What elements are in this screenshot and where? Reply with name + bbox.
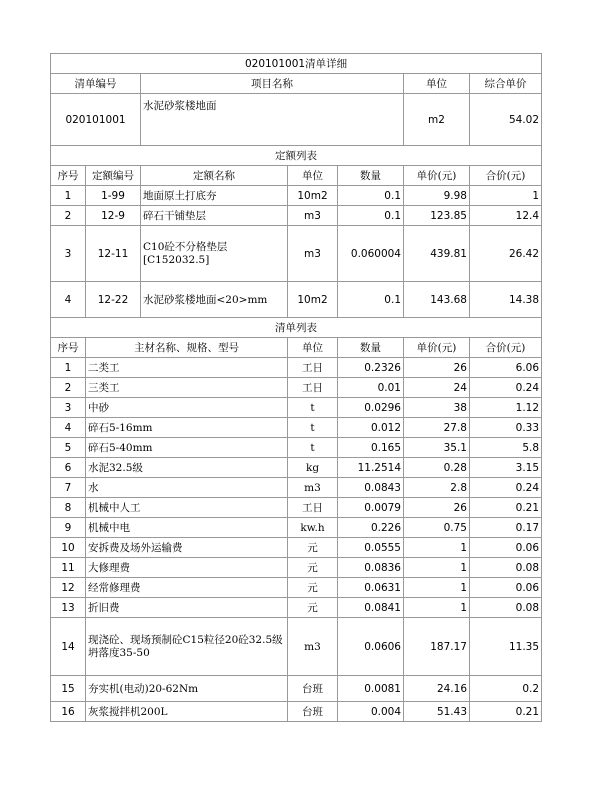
quota-total: 1 xyxy=(470,186,542,206)
material-row xyxy=(51,498,542,518)
quota-header-total: 合价(元) xyxy=(470,166,542,186)
material-name: 二类工 xyxy=(86,358,288,378)
materials-header-qty: 数量 xyxy=(338,338,404,358)
material-qty: 0.0836 xyxy=(338,558,404,578)
quota-no: 2 xyxy=(51,206,86,226)
material-qty: 0.0296 xyxy=(338,398,404,418)
material-total: 0.2 xyxy=(470,676,542,702)
material-total: 0.17 xyxy=(470,518,542,538)
bill-unit-price: 54.02 xyxy=(470,94,542,146)
materials-title: 清单列表 xyxy=(51,318,542,338)
material-name: 大修理费 xyxy=(86,558,288,578)
materials-header-no: 序号 xyxy=(51,338,86,358)
material-price: 187.17 xyxy=(404,618,470,676)
material-row xyxy=(51,378,542,398)
material-price: 35.1 xyxy=(404,438,470,458)
material-no: 10 xyxy=(51,538,86,558)
materials-header-row xyxy=(51,338,542,358)
material-name: 中砂 xyxy=(86,398,288,418)
material-total: 0.21 xyxy=(470,702,542,722)
material-name: 机械中人工 xyxy=(86,498,288,518)
quota-title-row xyxy=(51,146,542,166)
material-total: 11.35 xyxy=(470,618,542,676)
quota-title: 定额列表 xyxy=(51,146,542,166)
material-unit: m3 xyxy=(288,618,338,676)
quota-name: C10砼不分格垫层[C152032.5] xyxy=(141,226,288,282)
material-unit: 工日 xyxy=(288,358,338,378)
material-price: 1 xyxy=(404,558,470,578)
material-row xyxy=(51,478,542,498)
material-no: 14 xyxy=(51,618,86,676)
quota-name: 水泥砂浆楼地面<20>mm xyxy=(141,282,288,318)
quota-row xyxy=(51,282,542,318)
quota-unit: 10m2 xyxy=(288,186,338,206)
quota-no: 3 xyxy=(51,226,86,282)
material-total: 0.24 xyxy=(470,378,542,398)
material-name: 安拆费及场外运输费 xyxy=(86,538,288,558)
quota-header-code: 定额编号 xyxy=(86,166,141,186)
quota-header-no: 序号 xyxy=(51,166,86,186)
material-price: 26 xyxy=(404,358,470,378)
material-name: 碎石5-40mm xyxy=(86,438,288,458)
material-name: 碎石5-16mm xyxy=(86,418,288,438)
material-qty: 0.0631 xyxy=(338,578,404,598)
material-name: 水泥32.5级 xyxy=(86,458,288,478)
material-total: 6.06 xyxy=(470,358,542,378)
quota-header-price: 单价(元) xyxy=(404,166,470,186)
quota-no: 1 xyxy=(51,186,86,206)
material-qty: 0.0606 xyxy=(338,618,404,676)
material-unit: t xyxy=(288,438,338,458)
quota-unit: 10m2 xyxy=(288,282,338,318)
header-item-name: 项目名称 xyxy=(141,74,404,94)
quota-unit: m3 xyxy=(288,226,338,282)
material-row xyxy=(51,358,542,378)
material-price: 38 xyxy=(404,398,470,418)
material-qty: 0.004 xyxy=(338,702,404,722)
quota-price: 143.68 xyxy=(404,282,470,318)
bill-code: 020101001 xyxy=(51,94,141,146)
header-bill-code: 清单编号 xyxy=(51,74,141,94)
detail-title: 020101001清单详细 xyxy=(51,54,542,74)
material-total: 0.08 xyxy=(470,598,542,618)
quota-name: 碎石干铺垫层 xyxy=(141,206,288,226)
material-qty: 11.2514 xyxy=(338,458,404,478)
quota-code: 12-9 xyxy=(86,206,141,226)
material-unit: 元 xyxy=(288,598,338,618)
material-row xyxy=(51,398,542,418)
material-no: 12 xyxy=(51,578,86,598)
material-unit: 工日 xyxy=(288,378,338,398)
material-row xyxy=(51,618,542,676)
material-unit: 工日 xyxy=(288,498,338,518)
material-price: 1 xyxy=(404,598,470,618)
quota-total: 26.42 xyxy=(470,226,542,282)
quota-row xyxy=(51,186,542,206)
header-unit-price: 综合单价 xyxy=(470,74,542,94)
quota-name: 地面原土打底夯 xyxy=(141,186,288,206)
material-price: 0.75 xyxy=(404,518,470,538)
material-qty: 0.0843 xyxy=(338,478,404,498)
material-price: 1 xyxy=(404,538,470,558)
header-unit: 单位 xyxy=(404,74,470,94)
quota-header-name: 定额名称 xyxy=(141,166,288,186)
material-qty: 0.0555 xyxy=(338,538,404,558)
material-no: 11 xyxy=(51,558,86,578)
material-row xyxy=(51,538,542,558)
quota-header-unit: 单位 xyxy=(288,166,338,186)
material-unit: kw.h xyxy=(288,518,338,538)
detail-title-row xyxy=(51,54,542,74)
quota-price: 9.98 xyxy=(404,186,470,206)
material-no: 6 xyxy=(51,458,86,478)
quota-code: 12-22 xyxy=(86,282,141,318)
material-row xyxy=(51,558,542,578)
material-no: 16 xyxy=(51,702,86,722)
material-unit: 元 xyxy=(288,558,338,578)
material-row xyxy=(51,418,542,438)
material-name: 机械中电 xyxy=(86,518,288,538)
materials-header-total: 合价(元) xyxy=(470,338,542,358)
quota-code: 1-99 xyxy=(86,186,141,206)
detail-row xyxy=(51,94,542,146)
material-price: 27.8 xyxy=(404,418,470,438)
material-row xyxy=(51,518,542,538)
material-price: 51.43 xyxy=(404,702,470,722)
material-total: 0.21 xyxy=(470,498,542,518)
quota-qty: 0.060004 xyxy=(338,226,404,282)
quota-no: 4 xyxy=(51,282,86,318)
material-name: 灰浆搅拌机200L xyxy=(86,702,288,722)
material-qty: 0.226 xyxy=(338,518,404,538)
quota-price: 123.85 xyxy=(404,206,470,226)
bill-item-name: 水泥砂浆楼地面 xyxy=(141,94,404,146)
material-qty: 0.2326 xyxy=(338,358,404,378)
materials-header-name: 主材名称、规格、型号 xyxy=(86,338,288,358)
material-total: 3.15 xyxy=(470,458,542,478)
quota-row xyxy=(51,226,542,282)
material-no: 1 xyxy=(51,358,86,378)
material-price: 2.8 xyxy=(404,478,470,498)
material-unit: 元 xyxy=(288,538,338,558)
materials-header-unit: 单位 xyxy=(288,338,338,358)
material-unit: 台班 xyxy=(288,702,338,722)
material-name: 水 xyxy=(86,478,288,498)
material-no: 5 xyxy=(51,438,86,458)
material-qty: 0.0841 xyxy=(338,598,404,618)
material-unit: 台班 xyxy=(288,676,338,702)
material-row xyxy=(51,598,542,618)
material-row xyxy=(51,702,542,722)
quota-code: 12-11 xyxy=(86,226,141,282)
material-no: 13 xyxy=(51,598,86,618)
material-unit: 元 xyxy=(288,578,338,598)
material-qty: 0.0079 xyxy=(338,498,404,518)
material-unit: m3 xyxy=(288,478,338,498)
material-no: 3 xyxy=(51,398,86,418)
material-total: 5.8 xyxy=(470,438,542,458)
quota-total: 14.38 xyxy=(470,282,542,318)
quota-row xyxy=(51,206,542,226)
material-row xyxy=(51,578,542,598)
material-price: 24.16 xyxy=(404,676,470,702)
material-unit: t xyxy=(288,398,338,418)
quota-header-row xyxy=(51,166,542,186)
quota-qty: 0.1 xyxy=(338,186,404,206)
material-unit: t xyxy=(288,418,338,438)
material-name: 经常修理费 xyxy=(86,578,288,598)
material-name: 现浇砼、现场预制砼C15粒径20砼32.5级坍落度35-50 xyxy=(86,618,288,676)
materials-header-price: 单价(元) xyxy=(404,338,470,358)
materials-title-row xyxy=(51,318,542,338)
quota-qty: 0.1 xyxy=(338,282,404,318)
material-name: 折旧费 xyxy=(86,598,288,618)
material-price: 1 xyxy=(404,578,470,598)
material-unit: kg xyxy=(288,458,338,478)
quota-unit: m3 xyxy=(288,206,338,226)
material-row xyxy=(51,676,542,702)
material-name: 三类工 xyxy=(86,378,288,398)
material-qty: 0.0081 xyxy=(338,676,404,702)
material-qty: 0.012 xyxy=(338,418,404,438)
material-no: 8 xyxy=(51,498,86,518)
material-no: 9 xyxy=(51,518,86,538)
material-total: 0.24 xyxy=(470,478,542,498)
material-no: 15 xyxy=(51,676,86,702)
material-total: 0.08 xyxy=(470,558,542,578)
bill-detail-table xyxy=(50,53,542,722)
material-row xyxy=(51,458,542,478)
material-qty: 0.01 xyxy=(338,378,404,398)
material-total: 1.12 xyxy=(470,398,542,418)
material-total: 0.06 xyxy=(470,578,542,598)
quota-qty: 0.1 xyxy=(338,206,404,226)
material-no: 2 xyxy=(51,378,86,398)
material-no: 7 xyxy=(51,478,86,498)
material-row xyxy=(51,438,542,458)
material-no: 4 xyxy=(51,418,86,438)
bill-unit: m2 xyxy=(404,94,470,146)
quota-header-qty: 数量 xyxy=(338,166,404,186)
detail-header-row xyxy=(51,74,542,94)
material-price: 26 xyxy=(404,498,470,518)
quota-total: 12.4 xyxy=(470,206,542,226)
quota-price: 439.81 xyxy=(404,226,470,282)
material-name: 夯实机(电动)20-62Nm xyxy=(86,676,288,702)
material-qty: 0.165 xyxy=(338,438,404,458)
material-price: 24 xyxy=(404,378,470,398)
material-total: 0.06 xyxy=(470,538,542,558)
material-price: 0.28 xyxy=(404,458,470,478)
material-total: 0.33 xyxy=(470,418,542,438)
